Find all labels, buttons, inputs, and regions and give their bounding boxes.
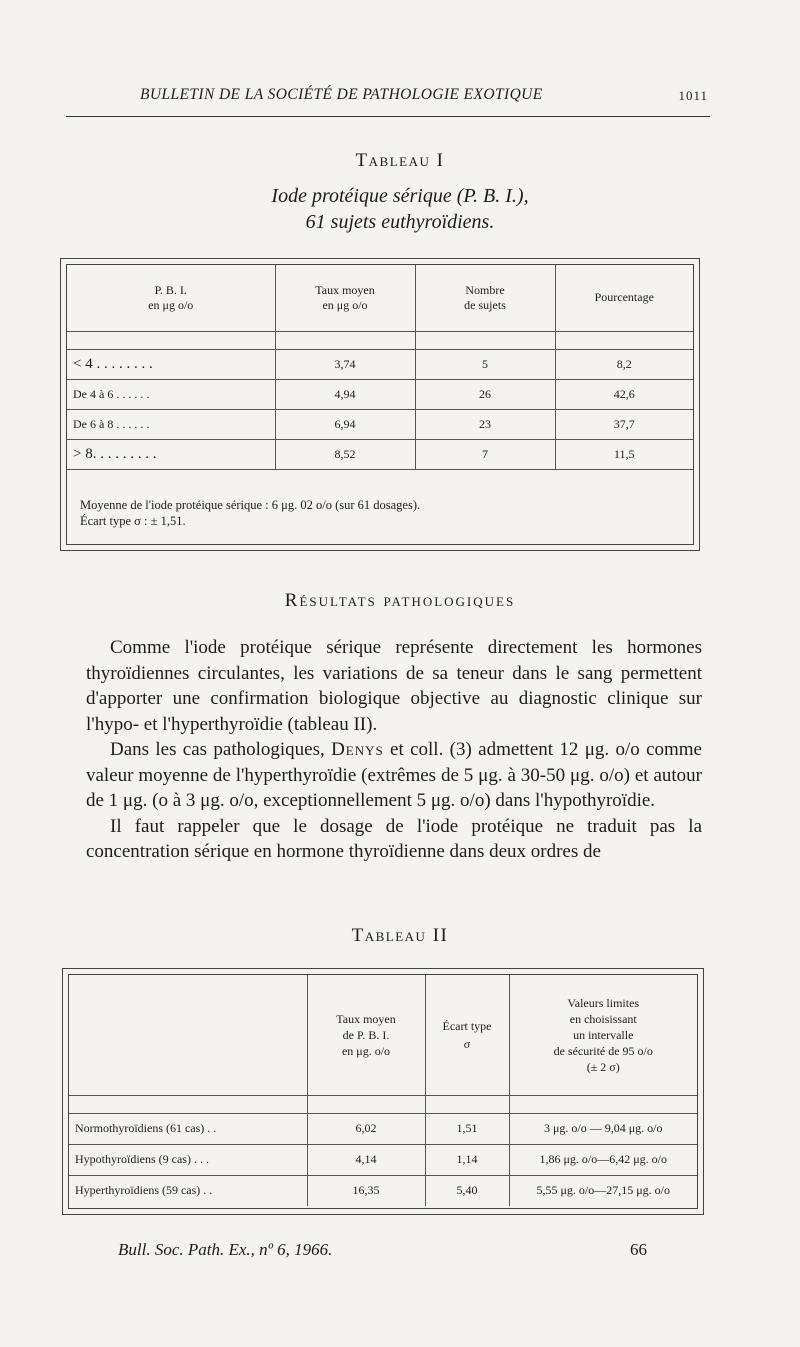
row-range: < 4 . . . . . . . . (67, 349, 275, 379)
row-ecart: 1,51 (425, 1113, 509, 1144)
row-taux: 8,52 (275, 439, 415, 469)
header-text: P. B. I. (154, 282, 187, 297)
table2-header-taux (307, 975, 425, 1095)
row-range: De 4 à 6 . . . . . . (67, 379, 275, 409)
table-row (69, 1175, 697, 1206)
footer-sheet-number: 66 (630, 1240, 647, 1259)
paragraph-1: Comme l'iode protéique sérique représente directement les hormones thyroïdiennes circulantes, les variations de sa teneur dans le sang permettent d'apporter une confirmation biologique objective au diagnostic clinique sur l'hypo- et l'hyperthyroïdie (tableau II). (86, 637, 702, 735)
row-nombre: 7 (415, 439, 555, 469)
table-row (67, 409, 693, 439)
footer-citation: Bull. Soc. Path. Ex., nº 6, 1966. (118, 1240, 333, 1259)
table2-header-limites (509, 975, 697, 1095)
table1-title-line2: 61 sujets euthyroïdiens. (305, 211, 495, 233)
row-group: Hyperthyroïdiens (59 cas) . . (75, 1183, 213, 1198)
table1-title-line1: Iode protéique sérique (P. B. I.), (271, 185, 529, 207)
footnote-stddev: Écart type σ : ± 1,51. (80, 514, 186, 528)
table1 (67, 265, 693, 470)
header-text: en μg. o/o (341, 1043, 391, 1058)
header-text: σ (463, 1036, 471, 1051)
paragraph-2-prefix: Dans les cas pathologiques, (110, 739, 332, 760)
table1-header-nombre (415, 265, 555, 331)
header-text: Écart type (442, 1018, 492, 1033)
header-text: de sécurité de 95 o/o (553, 1043, 653, 1058)
header-text: en μg o/o (148, 297, 194, 312)
footnote-mean: Moyenne de l'iode protéique sérique : 6 μg. 02 o/o (sur 61 dosages). (80, 498, 421, 512)
row-group: Hypothyroïdiens (9 cas) . . . (69, 1144, 307, 1175)
header-text: en choisissant (569, 1011, 637, 1026)
row-ecart: 5,40 (425, 1175, 509, 1206)
row-pourcentage: 37,7 (555, 409, 693, 439)
table1-header-pourcentage (555, 265, 693, 331)
header-text: de sujets (464, 297, 506, 312)
table-row (67, 349, 693, 379)
header-text: Taux moyen (315, 282, 375, 297)
table2-spacer-row (69, 1095, 697, 1113)
row-pourcentage: 42,6 (555, 379, 693, 409)
row-group: Normothyroïdiens (61 cas) . . (69, 1113, 307, 1144)
author-name: Denys (331, 739, 384, 760)
header-text: Pourcentage (594, 290, 654, 305)
body-text (86, 635, 702, 865)
row-nombre: 5 (415, 349, 555, 379)
header-text: (± 2 σ) (586, 1059, 620, 1074)
row-taux: 4,94 (275, 379, 415, 409)
row-taux: 6,94 (275, 409, 415, 439)
section-heading: Résultats pathologiques (284, 590, 516, 611)
header-text: Nombre (465, 282, 505, 297)
header-rule (66, 116, 710, 117)
table1-spacer-row (67, 331, 693, 349)
paragraph-2-rest: et coll. (3) admettent 12 μg. o/o comme valeur moyenne de l'hyperthyroïdie (extrêmes de 5 μg. à 30-50 μg. o/o) et autour de 1 μg. (o à 3 μg. o/o, exceptionnellement 5 μg. o/o) dans l'hypothyroïdie. (86, 739, 702, 811)
table1-header-row (67, 265, 693, 331)
table2-header-ecart (425, 975, 509, 1095)
row-taux: 3,74 (275, 349, 415, 379)
row-limites: 1,86 μg. o/o—6,42 μg. o/o (509, 1144, 697, 1175)
table-row (67, 379, 693, 409)
row-ecart: 1,14 (425, 1144, 509, 1175)
table-row (69, 1144, 697, 1175)
journal-title: BULLETIN DE LA SOCIÉTÉ DE PATHOLOGIE EXOTIQUE (140, 86, 543, 103)
row-range: De 6 à 8 . . . . . . (67, 409, 275, 439)
table-row (67, 439, 693, 469)
table2-header-empty (69, 975, 307, 1095)
paragraph-2 (86, 737, 702, 814)
row-nombre: 26 (415, 379, 555, 409)
table2 (69, 975, 697, 1206)
table1-header-pbi (67, 265, 275, 331)
paragraph-3: Il faut rappeler que le dosage de l'iode protéique ne traduit pas la concentration sérique en hormone thyroïdienne dans deux ordres de (86, 815, 702, 862)
header-text: Taux moyen (336, 1011, 396, 1026)
table2-label: Tableau II (351, 925, 449, 946)
table-row (69, 1113, 697, 1144)
row-taux: 4,14 (307, 1144, 425, 1175)
table2-header-row (69, 975, 697, 1095)
row-pourcentage: 8,2 (555, 349, 693, 379)
header-text: en μg o/o (322, 297, 368, 312)
header-text: Valeurs limites (567, 995, 640, 1010)
row-range: > 8. . . . . . . . . (67, 439, 275, 469)
row-limites: 5,55 μg. o/o—27,15 μg. o/o (509, 1175, 697, 1206)
page-number: 1011 (678, 88, 708, 103)
table1-header-taux (275, 265, 415, 331)
row-taux: 6,02 (307, 1113, 425, 1144)
row-pourcentage: 11,5 (555, 439, 693, 469)
table1-label: Tableau I (355, 150, 445, 171)
row-taux: 16,35 (307, 1175, 425, 1206)
table1-footnote (80, 497, 680, 529)
header-text: de P. B. I. (342, 1027, 390, 1042)
row-limites: 3 μg. o/o — 9,04 μg. o/o (509, 1113, 697, 1144)
header-text: un intervalle (573, 1027, 634, 1042)
row-nombre: 23 (415, 409, 555, 439)
